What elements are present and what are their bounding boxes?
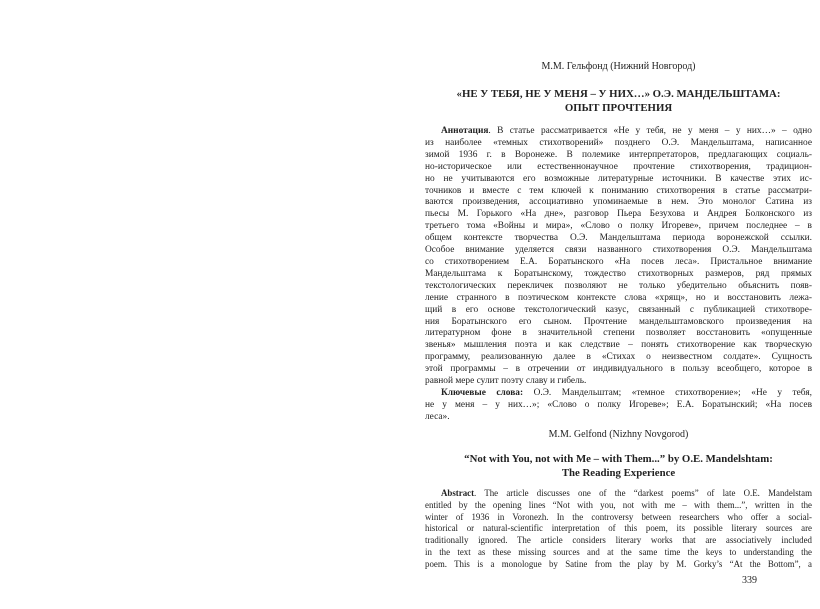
text-line: ваются произведения, ассоциативно упоминаемые в нем. Это монолог Сатина из (425, 197, 812, 208)
paragraph-lead-label: Аннотация (441, 126, 489, 136)
keywords-paragraph-ru (425, 388, 812, 424)
abstract-paragraph-en (425, 488, 812, 571)
text-line: но-историческое или естественнонаучное прочтение стихотворения, традицион- (425, 161, 812, 172)
text-line: ление странного в поэтическом контексте слова «хрящ», но и восстановить лежа- (425, 292, 812, 303)
text-line: общем контексте творчества О.Э. Мандельштама периода воронежской ссылки. (425, 233, 812, 244)
text-line: этой программы – в отречении от индивидуального в пользу всеобщего, которое в (425, 364, 812, 375)
text-line: historical or natural-scientific interpretation of this poem, its possible literary sources are (425, 523, 812, 534)
article-title-ru (425, 88, 812, 115)
text-line: третьего тома «Войны и мира», «Слово о полку Игореве», причем последнее – в (425, 221, 812, 232)
text-line: текстологических перекличек позволяют не только убедительно объяснить появ- (425, 280, 812, 291)
text-line: но не учитываются его возможные литературные источники. В качестве этих ис- (425, 173, 812, 184)
text-line: зимой 1936 г. в Воронеже. В полемике интерпретаторов, предлагающих социаль- (425, 149, 812, 160)
text-line: ния Боратынского его сыном. Прочтение мандельштамовского произведения на (425, 316, 812, 327)
text-line: Ключевые слова: О.Э. Мандельштам; «темное стихотворение»; «Не у тебя, (441, 387, 812, 398)
text-line: in the text as these missing sources and at the same time the keys to understanding the (425, 546, 812, 557)
text-line: The Reading Experience (561, 467, 676, 479)
text-line: литературном фоне в значительной степени позволяет восстановить «опущенные (425, 328, 812, 339)
paragraph-lead-label: Abstract (441, 488, 475, 498)
text-line: леса». (425, 411, 450, 422)
text-line: Аннотация. В статье рассматривается «Не у тебя, не у меня – у них…» – одно (441, 126, 812, 136)
author-name-en: M.M. Gelfond (Nizhny Novgorod) (548, 429, 689, 440)
text-line: равной мере сулит поэту славу и гибель. (425, 376, 587, 387)
text-line: entitled by the opening lines “Not with you, not with me – with them...”, written in the (425, 499, 812, 510)
text-line: Abstract. The article discusses one of the “darkest poems” of late O.E. Mandelstam (441, 488, 812, 498)
text-line: traditionally ignored. The article considers literary works that are associatively included (425, 535, 812, 546)
text-line: со стихотворением Е.А. Боратынского «На посев леса». Пристальное внимание (425, 256, 812, 267)
author-name-ru: М.М. Гельфонд (Нижний Новгород) (541, 61, 696, 72)
text-line: из наиболее «темных стихотворений» позднего О.Э. Мандельштама, написанное (425, 137, 812, 148)
text-line: Особое внимание уделяется связи названного стихотворения О.Э. Мандельштама (425, 245, 812, 256)
text-line: программу, реализованную далее в «Стихах о неизвестном солдате». Сущность (425, 352, 812, 363)
text-line: «НЕ У ТЕБЯ, НЕ У МЕНЯ – У НИХ…» О.Э. МАНДЕЛЬШТАМА: (456, 88, 781, 100)
text-line: ОПЫТ ПРОЧТЕНИЯ (564, 101, 673, 114)
text-line: Мандельштама к Боратынскому, тождество стихотворных размеров, ряд прямых (425, 268, 812, 279)
paragraph-lead-label: Ключевые слова: (441, 387, 524, 398)
text-line: щий в его основе текстологический казус, связанный с публикацией стихотворе- (425, 304, 812, 315)
page-number: 339 (742, 575, 757, 586)
russian-text-block (425, 126, 812, 424)
text-line: точников и вместе с тем ключей к пониманию стихотворения в статье рассматри- (425, 185, 812, 196)
author-line-en (425, 429, 812, 441)
author-line-ru (425, 61, 812, 73)
text-line: poem. This is a monologue by Satine from the play by M. Gorky’s “At the Bottom”, a (425, 558, 812, 569)
abstract-paragraph-ru (425, 126, 812, 388)
article-title-en (425, 452, 812, 480)
text-line: не у меня – у них…»; «Слово о полку Игореве»; Е.А. Боратынский; «На посев (425, 399, 812, 410)
text-line: “Not with You, not with Me – with Them...” by O.E. Mandelshtam: (464, 453, 773, 465)
text-line: пьесы М. Горького «На дне», разговор Пьера Безухова и Андрея Болконского из (425, 209, 812, 220)
text-line: winter of 1936 in Voronezh. In the controversy between researchers who offer a social- (425, 511, 812, 522)
text-line: звенья» мышления поэта и как следствие – понять стихотворение как творческую (425, 340, 812, 351)
